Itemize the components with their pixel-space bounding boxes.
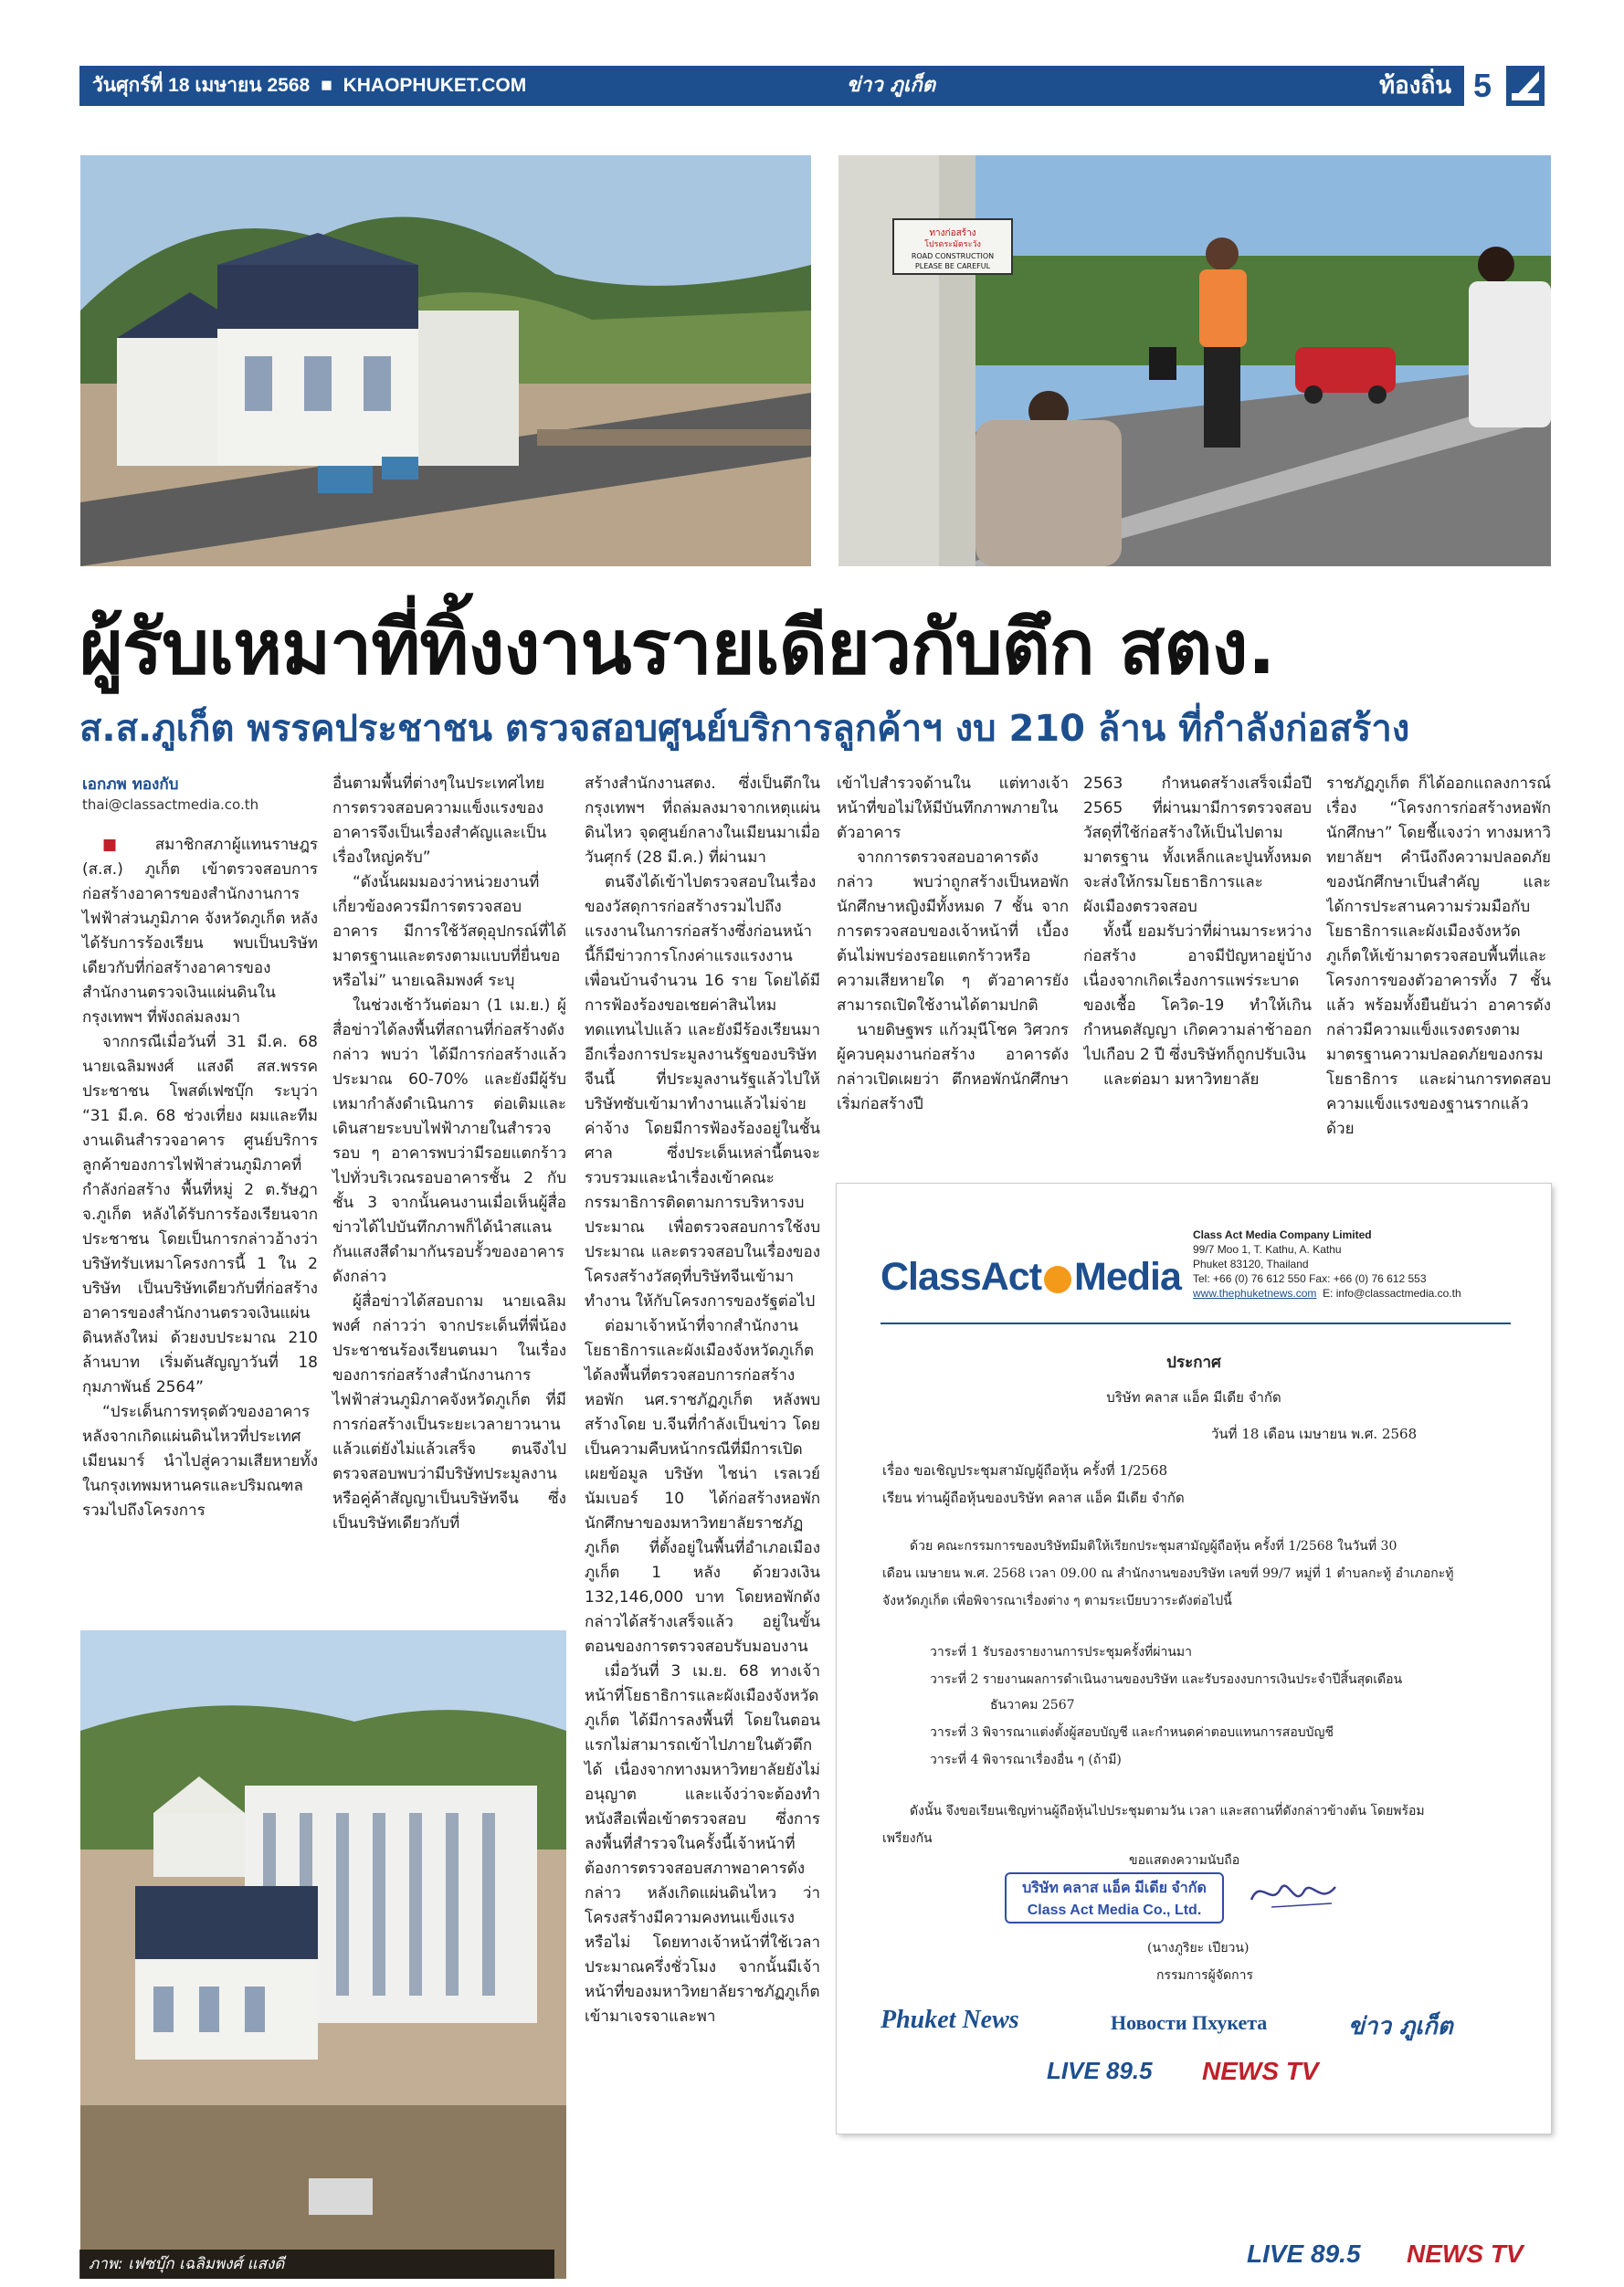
agenda-item: ธันวาคม 2567 — [990, 1698, 1075, 1713]
issue-date: วันศุกร์ที่ 18 เมษายน 2568 — [92, 75, 311, 96]
agenda-item: วาระที่ 3 พิจารณาแต่งตั้งผู้สอบบัญชี และกำหนดค่าตอบแทนการสอบบัญชี — [930, 1725, 1334, 1740]
header-date-bar — [79, 66, 719, 106]
company-email: E: info@classactmedia.co.th — [1323, 1287, 1461, 1300]
divider — [881, 1323, 1511, 1324]
notice-body: เดือน เมษายน พ.ศ. 2568 เวลา 09.00 ณ สำนักงานของบริษัท เลขที่ 99/7 หมู่ที่ 1 ตำบลกะทู้ อำเภอกะทู้ — [882, 1566, 1454, 1581]
photo-construction-building — [80, 155, 811, 566]
paragraph: ราชภัฏภูเก็ต ก็ได้ออกแถลงการณ์เรื่อง “โครงการก่อสร้างหอพักนักศึกษา” โดยชี้แจงว่า ทางมหาวิทยาลัยฯ คำนึงถึงความปลอดภัยของนักศึกษาเป็นสำคัญ และได้การประสานความร่วมมือกับโยธาธิการและผังเมืองจังหวัดภูเก็ตให้เข้ามาตรวจสอบพื้นที่และโครงการของตัวอาคารทั้ง 7 ชั้น แล้ว พร้อมทั้งยืนยันว่า อาคารดังกล่าวมีความแข็งแรงตรงตามมาตรฐานความปลอดภัยของกรมโยธาธิการ และผ่านการทดสอบความแข็งแรงของฐานรากแล้วด้วย — [1326, 775, 1551, 1138]
paragraph: ทั้งนี้ ยอมรับว่าที่ผ่านมาระหว่างก่อสร้าง อาจมีปัญหาอยู่บ้างเนื่องจากเกิดเรื่องการแพร่ระบาดของเชื้อ โควิด-19 ทำให้เกินกำหนดสัญญา เกิดความล่าช้าออกไปเกือบ 2 ปี ซึ่งบริษัทก็ถูกปรับเงิน — [1083, 922, 1312, 1064]
section-name: ท้องถิ่น — [1285, 66, 1464, 106]
article-column-1 — [82, 772, 318, 1523]
sign-text-2: โปรดระมัดระวัง — [924, 240, 981, 249]
khao-phuket-logo: ข่าว ภูเก็ต — [1348, 2013, 1453, 2040]
agenda-item: วาระที่ 2 รายงานผลการดำเนินงานของบริษัท และรับรองงบการเงินประจำปีสิ้นสุดเดือน — [930, 1672, 1403, 1687]
signer-title: กรรมการผู้จัดการ — [1156, 1968, 1253, 1983]
signature-icon — [1244, 1871, 1345, 1916]
signer-name: (นางภูริยะ เปียวน) — [1147, 1941, 1250, 1955]
paragraph: ต่อมาเจ้าหน้าที่จากสำนักงานโยธาธิการและผังเมืองจังหวัดภูเก็ต ได้ลงพื้นที่ตรวจสอบการก่อสร้างหอพัก นศ.ราชภัฏภูเก็ต หลังพบสร้างโดย บ.จีนที่กำลังเป็นข่าว โดยเป็นความคืบหน้ากรณีที่มีการเปิดเผยข้อมูล บริษัท ไชน่า เรลเวย์ นัมเบอร์ 10 ได้ก่อสร้างหอพักนักศึกษาของมหาวิทยาลัยราชภัฏภูเก็ต ที่ตั้งอยู่ในพื้นที่อำเภอเมืองภูเก็ต 1 หลัง ด้วยวงเงิน 132,146,000 บาท โดยหอพักดังกล่าวได้สร้างเสร็จแล้ว อยู่ในขั้นตอนของการตรวจสอบรับมอบงาน — [585, 1317, 820, 1656]
article-column-5 — [1083, 772, 1312, 1155]
notice-date: วันที่ 18 เดือน เมษายน พ.ศ. 2568 — [1211, 1426, 1418, 1442]
sun-logo-icon — [1044, 1266, 1071, 1293]
notice-title: ประกาศ — [1166, 1354, 1221, 1372]
bullet-icon: ■ — [102, 836, 134, 854]
paragraph: และต่อมา มหาวิทยาลัย — [1103, 1070, 1260, 1089]
article-column-2 — [332, 772, 566, 1536]
paragraph: “ดังนั้นผมมองว่าหน่วยงานที่เกี่ยวข้องควรมีการตรวจสอบอาคาร มีการใช้วัสดุอุปกรณ์ที่ได้มาตรฐานและตรงตามแบบที่ยื่นขอหรือไม่” นายเฉลิมพงศ์ ระบุ — [332, 873, 566, 990]
website-link[interactable]: www.thephuketnews.com — [1193, 1287, 1317, 1300]
notice-recipient: เรียน ท่านผู้ถือหุ้นของบริษัท คลาส แอ็ค มีเดีย จำกัด — [882, 1490, 1185, 1506]
regards: ขอแสดงความนับถือ — [1129, 1853, 1240, 1868]
notice-closing: ดังนั้น จึงขอเรียนเชิญท่านผู้ถือหุ้นไปประชุมตามวัน เวลา และสถานที่ดังกล่าวข้างต้น โดยพร้อม — [910, 1804, 1425, 1818]
corner-arrow-icon — [1506, 66, 1545, 106]
notice-body: จังหวัดภูเก็ต เพื่อพิจารณาเรื่องต่าง ๆ ตามระเบียบวาระดังต่อไปนี้ — [882, 1594, 1232, 1608]
novosti-phuketa-logo: Новости Пхукета — [1111, 2011, 1268, 2034]
shareholder-meeting-notice — [837, 1184, 1551, 2134]
paragraph: ผู้สื่อข่าวได้สอบถาม นายเฉลิมพงศ์ กล่าวว่า จากประเด็นที่พี่น้องประชาชนร้องเรียนตนมา ในเรื่องของการก่อสร้างสำนักงานการไฟฟ้าส่วนภูมิภาคจังหวัดภูเก็ต ที่มีการก่อสร้างเป็นระยะเวลายาวนานแล้วแต่ยังไม่แล้วเสร็จ ตนจึงไปตรวจสอบพบว่ามีบริษัทประมูลงานหรือคู่ค้าสัญญาเป็นบริษัทจีน ซึ่งเป็นบริษัทเดียวกับที่ — [332, 1292, 566, 1533]
paragraph: เข้าไปสำรวจด้านใน แต่ทางเจ้าหน้าที่ขอไม่ให้มีบันทึกภาพภายในตัวอาคาร — [837, 775, 1069, 842]
khao-phuket-logo: ข่าว ภูเก็ต — [847, 74, 936, 97]
paragraph: “ประเด็นการทรุดตัวของอาคาร หลังจากเกิดแผ่นดินไหวที่ประเทศเมียนมาร์ นำไปสู่ความเสียหายทั้งในกรุงเทพมหานครและปริมณฑล รวมไปถึงโครงการ — [82, 1403, 318, 1520]
header-middle-bar — [719, 66, 1285, 106]
company-stamp: บริษัท คลาส แอ็ค มีเดีย จำกัด Class Act Media Co., Ltd. — [1005, 1872, 1224, 1923]
footer-newstv-logo: NEWS TV — [1407, 2240, 1524, 2268]
company-address: Class Act Media Company Limited 99/7 Moo 1, T. Kathu, A. Kathu Phuket 83120, Thailand Tel: +66 (0) 76 612 550 Fax: +66 (0) 76 612 553 www.thephuketnews.com E: info@classactmedia.co.th — [1193, 1228, 1461, 1300]
news-tv-logo: NEWS TV — [1202, 2057, 1319, 2085]
headline: ผู้รับเหมาที่ทิ้งงานรายเดียวกับตึก สตง. — [79, 605, 1275, 691]
paragraph: ■ สมาชิกสภาผู้แทนราษฎร (ส.ส.) ภูเก็ต เข้าตรวจสอบการก่อสร้างอาคารของสำนักงานการไฟฟ้าส่วนภูมิภาค จังหวัดภูเก็ต หลังได้รับการร้องเรียน พบเป็นบริษัทเดียวกับที่ก่อสร้างอาคารของสำนักงานตรวจเงินแผ่นดินในกรุงเทพฯ ที่พังถล่มลงมา — [82, 836, 319, 1027]
paragraph: ตนจึงได้เข้าไปตรวจสอบในเรื่องของวัสดุการก่อสร้างรวมไปถึงแรงงานในการก่อสร้างซึ่งก่อนหน้านี้ก็มีข่าวการโกงค่าแรงแรงงานเพื่อนบ้านจำนวน 16 ราย โดยได้มีการฟ้องร้องขอเชยค่าสินไหมทดแทนไปแล้ว และยังมีร้องเรียนมาอีกเรื่องการประมูลงานรัฐของบริษัทจีนนี้ ที่ประมูลงานรัฐแล้วไปให้บริษัทซับเข้ามาทำงานแล้วไม่จ่ายค่าจ้าง โดยมีการฟ้องร้องอยู่ในชั้นศาล ซึ่งประเด็นเหล่านี้ตนจะรวบรวมและนำเรื่องเข้าคณะกรรมาธิการติดตามการบริหารงบประมาณ เพื่อตรวจสอบการใช้งบประมาณ และตรวจสอบในเรื่องของโครงสร้างวัสดุที่บริษัทจีนเข้ามาทำงาน ให้กับโครงการของรัฐต่อไป — [585, 873, 820, 1311]
notice-subject: เรื่อง ขอเชิญประชุมสามัญผู้ถือหุ้น ครั้งที่ 1/2568 — [882, 1462, 1168, 1479]
phuket-news-logo: Phuket News — [881, 2006, 1019, 2034]
sign-text-3: ROAD CONSTRUCTION — [911, 252, 995, 260]
paragraph: จากกรณีเมื่อวันที่ 31 มี.ค. 68 นายเฉลิมพงศ์ แสงดี สส.พรรคประชาชน โพสต์เฟซบุ๊ก ระบุว่า “31 มี.ค. 68 ช่วงเที่ยง ผมและทีมงานเดินสำรวจอาคาร ศูนย์บริการลูกค้าของการไฟฟ้าส่วนภูมิภาคที่กำลังก่อสร้าง พื้นที่หมู่ 2 ต.รัษฎา จ.ภูเก็ต หลังได้รับการร้องเรียนจากประชาชน โดยเป็นการกล่าวอ้างว่าบริษัทรับเหมาโครงการนี้ 1 ใน 2 บริษัท เป็นบริษัทเดียวกับที่ก่อสร้างอาคารของสำนักงานตรวจเงินแผ่นดินหลังใหม่ ด้วยงบประมาณ 210 ล้านบาท เริ่มต้นสัญญาวันที่ 18 กุมภาพันธ์ 2564” — [82, 1033, 318, 1396]
paragraph: นายดิษฐพร แก้วมุนีโชค วิศวกรผู้ควบคุมงานก่อสร้าง อาคารดังกล่าวเปิดเผยว่า ตึกหอพักนักศึกษาเริ่มก่อสร้างปี — [837, 1021, 1069, 1113]
photo-street-inspection — [838, 155, 1551, 566]
page-header — [79, 66, 1545, 115]
paragraph: ในช่วงเช้าวันต่อมา (1 เม.ย.) ผู้สื่อข่าวได้ลงพื้นที่สถานที่ก่อสร้างดังกล่าว พบว่า ได้มีการก่อสร้างแล้วประมาณ 60-70% และยังมีผู้รับเหมากำลังดำเนินการ ต่อเติมและเดินสายระบบไฟฟ้าภายในสำรวจรอบ ๆ อาคารพบว่ามีรอยแตกร้าว ไปทั่วบริเวณรอบอาคารชั้น 2 กับชั้น 3 จากนั้นคนงานเมื่อเห็นผู้สื่อข่าวได้ไปบันทึกภาพก็ได้นำสแลนกันแสงสีดำมากันรอบรั้วของอาคารดังกล่าว — [332, 996, 566, 1286]
article-column-3 — [585, 772, 820, 2029]
notice-company: บริษัท คลาส แอ็ค มีเดีย จำกัด — [1106, 1389, 1281, 1406]
paragraph: จากการตรวจสอบอาคารดังกล่าว พบว่าถูกสร้างเป็นหอพักนักศึกษาหญิงมีทั้งหมด 7 ชั้น จากการตรวจสอบของเจ้าหน้าที่ เบื้องต้นไม่พบร่องรอยแตกร้าวหรือความเสียหายใด ๆ ตัวอาคารยังสามารถเปิดใช้งานได้ตามปกติ — [837, 848, 1069, 1015]
article-column-4 — [837, 772, 1069, 1155]
photo-caption: ภาพ: เฟซบุ๊ก เฉลิมพงศ์ แสงดี — [79, 2250, 554, 2279]
paragraph: อื่นตามพื้นที่ต่างๆในประเทศไทย การตรวจสอบความแข็งแรงของอาคารจึงเป็นเรื่องสำคัญและเป็นเรื่องใหญ่ครับ” — [332, 775, 547, 867]
article-column-6 — [1326, 772, 1551, 1155]
sign-text-1: ทางก่อสร้าง — [929, 228, 976, 238]
agenda-item: วาระที่ 4 พิจารณาเรื่องอื่น ๆ (ถ้ามี) — [930, 1753, 1122, 1767]
author-email[interactable]: thai@classactmedia.co.th — [82, 796, 259, 813]
live-radio-logo: LIVE 89.5 — [1047, 2057, 1153, 2084]
paragraph: สร้างสำนักงานสตง. ซึ่งเป็นตึกในกรุงเทพฯ ที่ถล่มลงมาจากเหตุแผ่นดินไหว จุดศูนย์กลางในเมียนมาเมื่อวันศุกร์ (28 มี.ค.) ที่ผ่านมา — [585, 775, 820, 867]
page-number: 5 — [1472, 67, 1492, 104]
footer-live-logo: LIVE 89.5 — [1247, 2240, 1361, 2268]
paragraph: เมื่อวันที่ 3 เม.ย. 68 ทางเจ้าหน้าที่โยธาธิการและผังเมืองจังหวัดภูเก็ต ได้มีการลงพื้นที่ โดยในตอนแรกไม่สามารถเข้าไปภายในตัวตึกได้ เนื่องจากทางมหาวิทยาลัยยังไม่อนุญาต และแจ้งว่าจะต้องทำหนังสือเพื่อเข้าตรวจสอบ ซึ่งการลงพื้นที่สำรวจในครั้งนี้เจ้าหน้าที่ต้องการตรวจสอบสภาพอาคารดังกล่าว หลังเกิดแผ่นดินไหว ว่าโครงสร้างมีความคงทนแข็งแรงหรือไม่ โดยทางเจ้าหน้าที่ใช้เวลาประมาณครึ่งชั่วโมง จากนั้นมีเจ้าหน้าที่ของมหาวิทยาลัยราชภัฏภูเก็ต เข้ามาเจรจาและพา — [585, 1662, 820, 2026]
sign-text-4: PLEASE BE CAREFUL — [914, 262, 991, 270]
byline: เอกภพ ทองกับ — [82, 775, 179, 794]
paragraph: 2563 กำหนดสร้างเสร็จเมื่อปี 2565 ที่ผ่านมามีการตรวจสอบวัสดุที่ใช้ก่อสร้างให้เป็นไปตามมาตรฐาน ทั้งเหล็กและปูนทั้งหมดจะส่งให้กรมโยธาธิการและผังเมืองตรวจสอบ — [1083, 775, 1312, 916]
agenda-item: วาระที่ 1 รับรองรายงานการประชุมครั้งที่ผ่านมา — [930, 1645, 1193, 1660]
classact-media-logo: ClassAct Media — [881, 1255, 1181, 1299]
website-link[interactable]: KHAOPHUKET.COM — [343, 75, 527, 96]
notice-body: ด้วย คณะกรรมการของบริษัทมีมติให้เรียกประชุมสามัญผู้ถือหุ้น ครั้งที่ 1/2568 ในวันที่ 30 — [910, 1539, 1397, 1554]
notice-closing: เพรียงกัน — [882, 1831, 933, 1846]
photo-dormitory-building — [80, 1630, 566, 2279]
subheadline: ส.ส.ภูเก็ต พรรคประชาชน ตรวจสอบศูนย์บริการลูกค้าฯ งบ 210 ล้าน ที่กำลังก่อสร้าง — [79, 708, 1410, 750]
separator-square: ■ — [321, 75, 332, 96]
